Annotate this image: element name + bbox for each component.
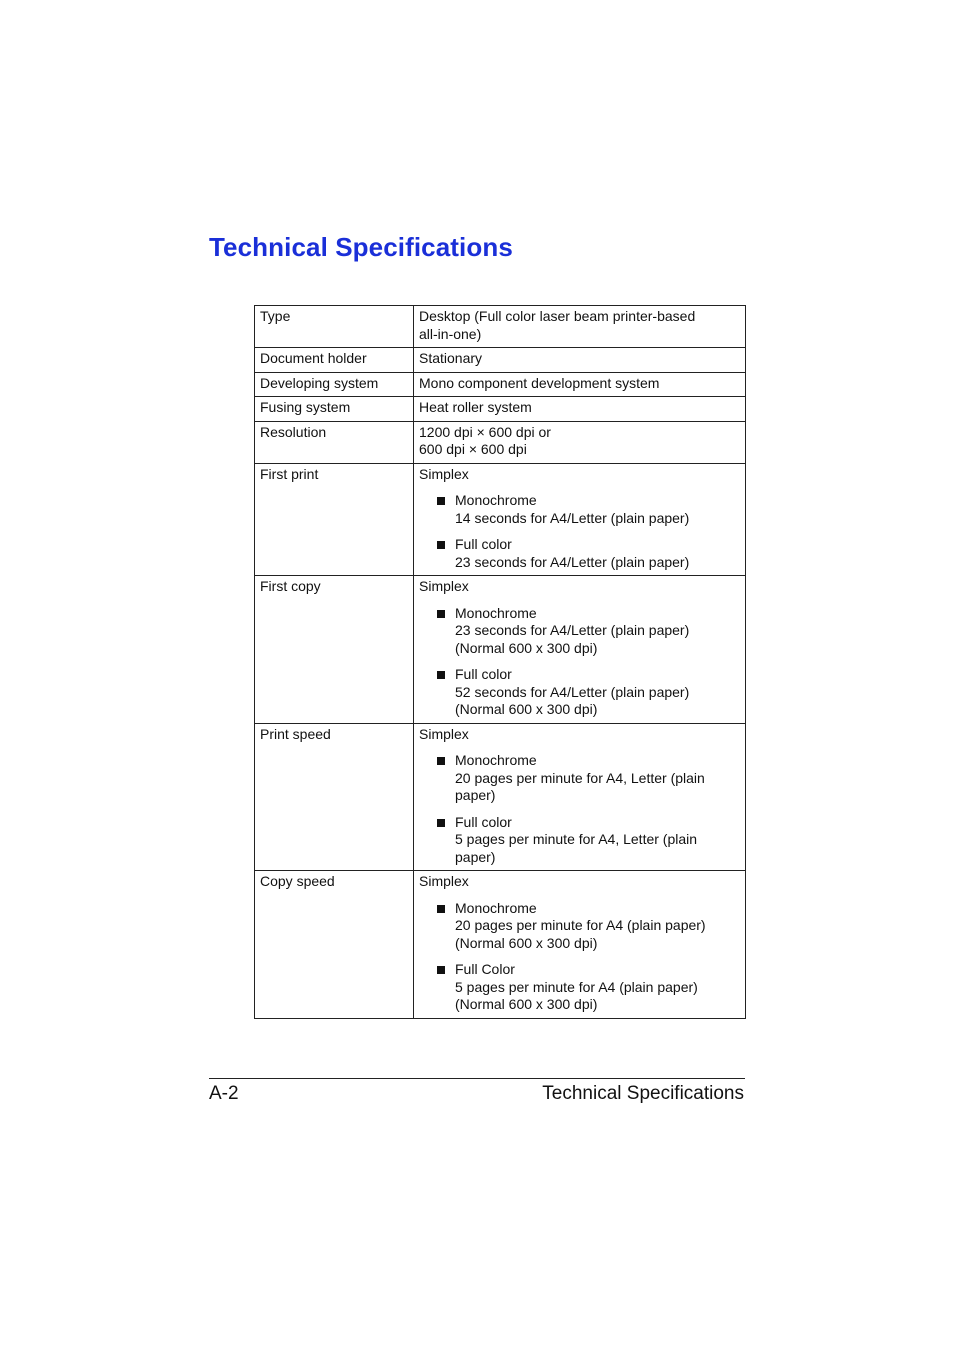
table-row [255, 372, 746, 397]
footer-divider [209, 1078, 745, 1079]
bullet-heading: Monochrome [455, 899, 537, 916]
spec-label: First copy [255, 576, 414, 724]
spec-value-line: 1200 dpi × 600 dpi or [419, 423, 551, 440]
square-bullet-icon [437, 905, 445, 913]
spec-value-line: all-in-one) [419, 325, 482, 342]
square-bullet-icon [437, 757, 445, 765]
bullet-heading: Monochrome [455, 752, 537, 768]
bullet-heading: Full color [455, 813, 512, 830]
spec-label: Document holder [255, 348, 414, 373]
spec-label: Copy speed [255, 871, 414, 1019]
square-bullet-icon [437, 610, 445, 618]
square-bullet-icon [437, 819, 445, 827]
spec-value [414, 372, 746, 397]
square-bullet-icon [437, 671, 445, 679]
bullet-detail: (Normal 600 x 300 dpi) [455, 996, 598, 1012]
bullet-detail: 14 seconds for A4/Letter (plain paper) [455, 509, 690, 526]
bullet-item [419, 814, 740, 867]
square-bullet-icon [437, 497, 445, 505]
bullet-item [419, 900, 740, 953]
spec-value-line: Mono component development system [419, 374, 660, 391]
spec-mode: Simplex [419, 465, 469, 482]
spec-label: Print speed [255, 723, 414, 871]
bullet-heading: Monochrome [455, 492, 537, 508]
footer-section-title: Technical Specifications [542, 1083, 744, 1104]
bullet-item [419, 536, 740, 571]
table-row [255, 397, 746, 422]
spec-table-body [255, 306, 746, 1019]
page-title: Technical Specifications [209, 232, 513, 262]
table-row [255, 723, 746, 871]
spec-label: Resolution [255, 421, 414, 463]
bullet-detail: (Normal 600 x 300 dpi) [455, 701, 598, 717]
table-row [255, 306, 746, 348]
spec-label: Developing system [255, 372, 414, 397]
bullet-detail: (Normal 600 x 300 dpi) [455, 934, 598, 951]
bullet-item [419, 605, 740, 658]
table-row [255, 463, 746, 576]
spec-value [414, 306, 746, 348]
bullet-detail: 20 pages per minute for A4, Letter (plain [455, 769, 705, 786]
spec-value [414, 871, 746, 1019]
bullet-detail: (Normal 600 x 300 dpi) [455, 639, 598, 656]
table-row [255, 348, 746, 373]
bullet-heading: Full color [455, 536, 512, 552]
bullet-detail: 20 pages per minute for A4 (plain paper) [455, 917, 706, 933]
bullet-heading: Full color [455, 666, 512, 682]
page-number: A-2 [209, 1083, 239, 1104]
bullet-heading: Monochrome [455, 604, 537, 621]
spec-value-line: Desktop (Full color laser beam printer-based [419, 308, 696, 324]
spec-table [254, 305, 746, 1019]
spec-value [414, 723, 746, 871]
table-row [255, 871, 746, 1019]
bullet-item [419, 961, 740, 1014]
spec-label: Fusing system [255, 397, 414, 422]
bullet-detail: 5 pages per minute for A4, Letter (plain [455, 831, 698, 847]
spec-value [414, 576, 746, 724]
bullet-detail: 23 seconds for A4/Letter (plain paper) [455, 622, 690, 638]
table-row [255, 421, 746, 463]
bullet-detail: 23 seconds for A4/Letter (plain paper) [455, 553, 690, 570]
spec-value-line: 600 dpi × 600 dpi [419, 441, 527, 457]
spec-value [414, 463, 746, 576]
table-row [255, 576, 746, 724]
spec-mode: Simplex [419, 873, 469, 889]
spec-mode: Simplex [419, 725, 469, 742]
bullet-item [419, 492, 740, 527]
bullet-detail: 5 pages per minute for A4 (plain paper) [455, 978, 698, 995]
spec-value [414, 348, 746, 373]
bullet-heading: Full Color [455, 961, 515, 977]
spec-value [414, 397, 746, 422]
square-bullet-icon [437, 541, 445, 549]
bullet-item [419, 666, 740, 719]
spec-label: First print [255, 463, 414, 576]
bullet-detail: paper) [455, 787, 496, 803]
square-bullet-icon [437, 966, 445, 974]
spec-mode: Simplex [419, 578, 469, 594]
bullet-item [419, 752, 740, 805]
spec-label: Type [255, 306, 414, 348]
spec-value [414, 421, 746, 463]
spec-value-line: Heat roller system [419, 399, 532, 415]
bullet-detail: paper) [455, 848, 496, 865]
bullet-detail: 52 seconds for A4/Letter (plain paper) [455, 683, 690, 700]
spec-value-line: Stationary [419, 350, 483, 366]
